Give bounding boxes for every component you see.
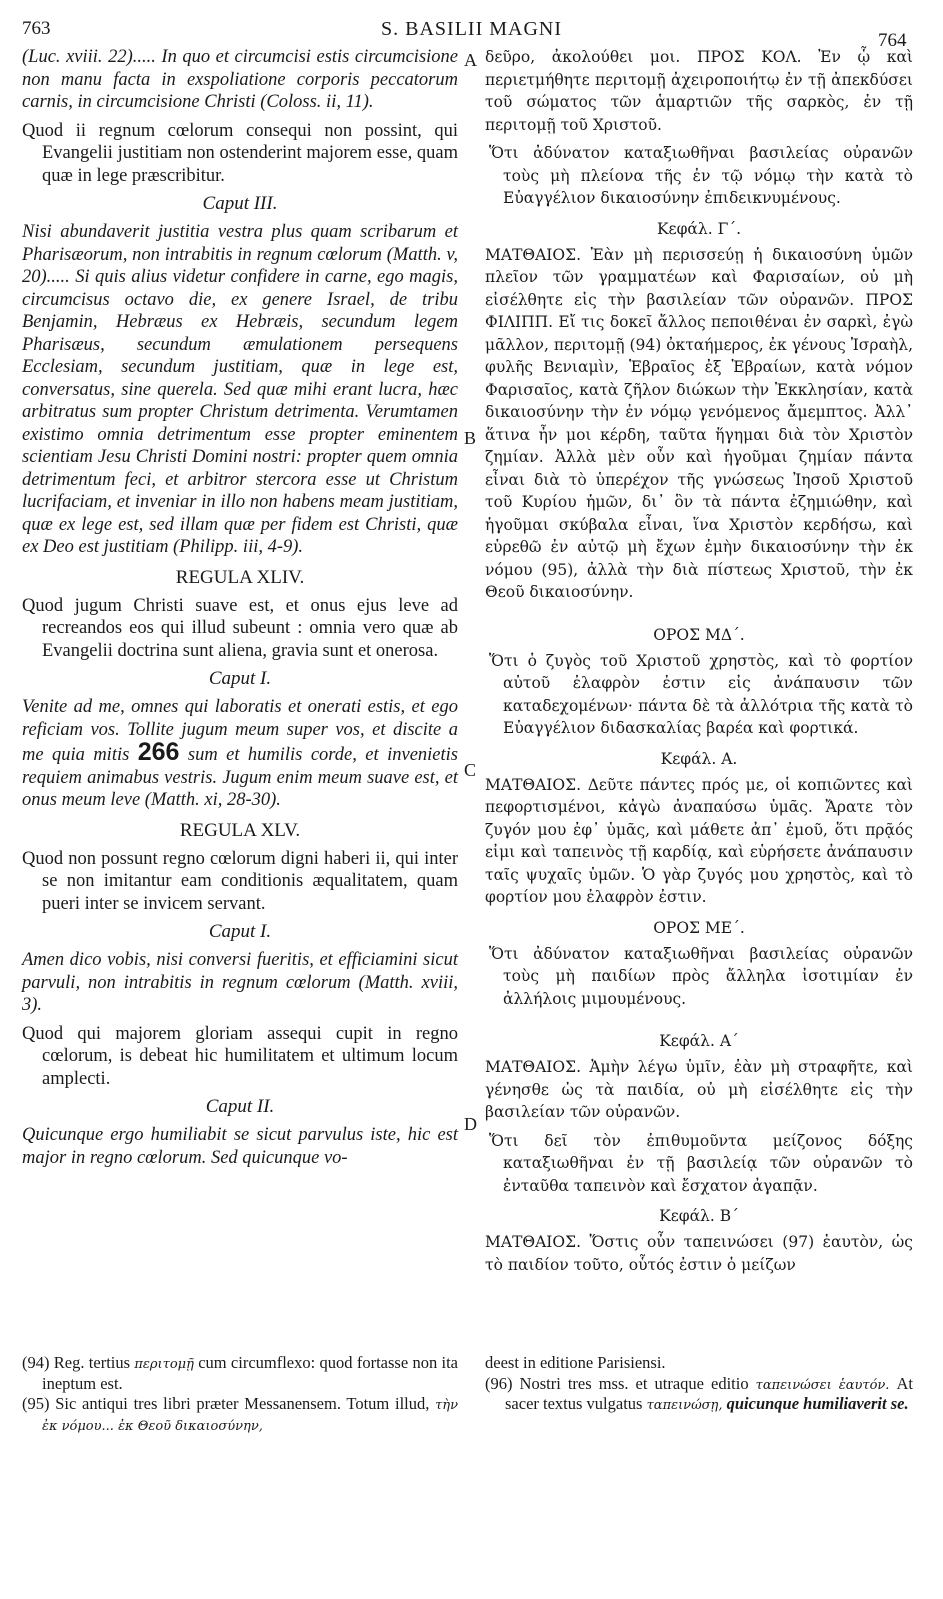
greek-paragraph: ΜΑΤΘΑΙΟΣ. Ὅστις οὖν ταπεινώσει (97) ἑαυτὸν, ὡς τὸ παιδίον τοῦτο, οὗτός ἐστιν ὁ μείζων <box>485 1233 913 1274</box>
greek-paragraph: ΜΑΤΘΑΙΟΣ. Ἐὰν μὴ περισσεύῃ ἡ δικαιοσύνη ὑμῶν πλεῖον τῶν γραμματέων καὶ Φαρισαίων, οὐ μὴ εἰσέλθητε εἰς τὴν βασιλείαν τῶν οὐρανῶν. ΠΡΟΣ ΦΙΛΙΠΠ. Εἴ τις δοκεῖ ἄλλος πεποιθέναι ἐν σαρκὶ, ἐγὼ μᾶλλον, περιτομῇ (94) ὀκταήμερος, ἐκ γένους Ἰσραὴλ, φυλῆς Βενιαμὶν, Ἑβραῖος ἐξ Ἑβραίων, κατὰ νόμον Φαρισαῖος, κατὰ ζῆλον διώκων τὴν Ἐκκλησίαν, κατὰ δικαιοσύνην τὴν ἐν νόμῳ γενόμενος ἄμεμπτος. Ἀλλ᾽ ἅτινα ἦν μοι κέρδη, ταῦτα ἥγημαι διὰ τὸν Χριστὸν ζημίαν. Ἀλλὰ μὲν οὖν καὶ ἡγοῦμαι ζημίαν πάντα εἶναι διὰ τὸ ὑπερέχον τῆς γνώσεως Ἰησοῦ Χριστοῦ τοῦ Κυρίου ἡμῶν, δι᾽ ὃν τὰ πάντα ἐζημιώθην, καὶ ἡγοῦμαι σκύβαλα εἶναι, ἵνα Χριστὸν κερδήσω, καὶ εὑρεθῶ ἐν αὐτῷ μὴ ἔχων ἐμὴν δικαιοσύνην τὴν ἐκ νόμου (95), ἀλλὰ τὴν διὰ πίστεως Χριστοῦ, τὴν ἐκ Θεοῦ δικαιοσύνην. <box>485 245 913 601</box>
running-title: S. BASILII MAGNI <box>381 18 562 40</box>
footnote-greek: ταπεινώσει ἑαυτόν. <box>755 1377 890 1393</box>
oros-heading: ΟΡΟΣ ΜΕ΄. <box>653 918 745 937</box>
greek-paragraph: δεῦρο, ἀκολούθει μοι. ΠΡΟΣ ΚΟΛ. Ἐν ᾧ καὶ περιετμήθητε περιτομῇ ἀχειροποιήτῳ ἐν τῇ ἀπεκδύσει τοῦ σώματος τῶν ἁμαρτιῶν τῆς σαρκὸς, ἐν τῇ περιτομῇ τοῦ Χριστοῦ. <box>485 48 913 134</box>
latin-paragraph: Quicunque ergo humiliabit se sicut parvulus iste, hic est major in regno cœlorum. Sed quicunque vo- <box>22 1125 458 1168</box>
kefal-heading: Κεφάλ. Α΄ <box>659 1032 739 1050</box>
margin-letter-c: C <box>464 760 477 780</box>
footnote-greek: ταπεινώσῃ, <box>646 1398 723 1413</box>
latin-paragraph: Amen dico vobis, nisi conversi fueritis, et efficiamini sicut parvuli, non intrabitis in regnum cœlorum (Matth. xviii, 3). <box>22 950 458 1015</box>
kefal-heading: Κεφάλ. Β΄ <box>659 1207 739 1225</box>
caput-heading: Caput I. <box>208 668 272 689</box>
footnote-text: cum circumflexo: quod fortasse non ita ineptum est. <box>42 1353 459 1393</box>
footnote-96 <box>485 1375 913 1416</box>
latin-rule-summary: Quod non possunt regno cœlorum digni haberi ii, qui inter se non imitantur eam conditionis æqualitatem, quam pueri inter se invicem servant. <box>22 848 458 914</box>
regula-heading: REGULA XLV. <box>179 819 301 841</box>
latin-column <box>22 46 458 1175</box>
latin-paragraph: Nisi abundaverit justitia vestra plus quam scribarum et Pharisæorum, non intrabitis in regnum cœlorum (Matth. v, 20)..... Si quis alius videtur confidere in carne, ego magis, circumcisus octavo die, ex genere Israel, de tribu Benjamin, Hebræus ex Hebræis, secundum legem Pharisæus, secundum æmulationem persequens Ecclesiam, secundum justitiam, quæ in lege est, conversatus, sine querela. Sed quæ mihi erant lucra, hæc arbitratus sum propter Christum detrimenta. Verumtamen existimo omnia detrimentum esse propter eminentem scientiam Jesu Christi Domini nostri: propter quem omnia detrimentum feci, et arbitror stercora esse ut Christum lucrifaciam, et inveniar in illo non habens meam justitiam, quæ ex lege est, sed illam quæ per fidem est Christi, quæ ex Deo est justitiam (Philipp. iii, 4-9). <box>22 222 458 557</box>
latin-text: sum et humilis corde, et invenietis requiem animabus vestris. Jugum enim meum suave est, et onus meum leve (Matth. xi, 28-30). <box>22 745 458 810</box>
latin-rule-summary: Quod ii regnum cœlorum consequi non possint, qui Evangelii justitiam non ostenderint majorem esse, quam quæ in lege præscribitur. <box>22 120 458 186</box>
greek-rule-summary: Ὅτι ἀδύνατον καταξιωθῆναι βασιλείας οὐρανῶν τοὺς μὴ πλείονα τῆς ἐν τῷ νόμῳ τὴν κατὰ τὸ Εὐαγγέλιον δικαιοσύνην ἐπιδεικνυμένους. <box>489 144 913 207</box>
footnote-greek: περιτομῇ <box>134 1357 194 1372</box>
latin-rule-summary: Quod qui majorem gloriam assequi cupit in regno cœlorum, is debeat hic humilitatem et ultimum locum amplecti. <box>22 1023 458 1089</box>
margin-letter-b: B <box>464 428 477 448</box>
footnotes-right <box>485 1354 913 1418</box>
footnotes-left <box>22 1354 458 1438</box>
greek-rule-summary: Ὅτι ὁ ζυγὸς τοῦ Χριστοῦ χρηστὸς, καὶ τὸ φορτίον αὐτοῦ ἐλαφρὸν ἐστιν εἰς ἀνάπαυσιν τῶν καταδεχομένων· πάντα δὲ τὰ ἀλλότρια τῆς κατὰ τὸ Εὐαγγέλιον διδασκαλίας βαρέα καὶ φορτικά. <box>489 651 913 737</box>
page-number-left: 763 <box>22 18 51 39</box>
page-header <box>0 14 943 51</box>
latin-paragraph: (Luc. xviii. 22)..... In quo et circumcisi estis circumcisione non manu facta in exspoliatione corporis peccatorum carnis, in circumcisione Christi (Coloss. ii, 11). <box>22 47 458 112</box>
caput-heading: Caput III. <box>202 193 278 214</box>
original-page-number: 266 <box>137 738 180 766</box>
footnote-95-continued: deest in editione Parisiensi. <box>485 1353 666 1372</box>
footnote-95 <box>22 1395 458 1436</box>
footnote-text: (94) Reg. tertius <box>22 1353 135 1372</box>
page-number-right: 764 <box>878 30 907 51</box>
caput-heading: Caput II. <box>205 1096 275 1117</box>
greek-column <box>485 46 913 1282</box>
footnote-text: (95) Sic antiqui tres libri præter Messanensem. Totum illud, <box>22 1394 436 1413</box>
margin-letter-d: D <box>464 1114 477 1134</box>
kefal-heading: Κεφάλ. Α. <box>660 749 738 768</box>
greek-paragraph: ΜΑΤΘΑΙΟΣ. Ἀμὴν λέγω ὑμῖν, ἐὰν μὴ στραφῆτε, καὶ γένησθε ὡς τὰ παιδία, οὐ μὴ εἰσέλθητε εἰς τὴν βασιλείαν τῶν οὐρανῶν. <box>485 1058 913 1121</box>
margin-letter-a: A <box>464 50 477 70</box>
latin-text: Venite ad me, omnes qui laboratis et onerati estis, et ego reficiam vos. Tollite jugum meum super vos, et discite a me quia mitis <box>22 697 458 765</box>
footnote-text: At sacer textus vulgatus <box>505 1373 913 1413</box>
kefal-heading: Κεφάλ. Γ΄. <box>656 219 742 238</box>
footnote-94 <box>22 1354 458 1393</box>
regula-heading: REGULA XLIV. <box>175 566 305 588</box>
footnote-greek: τὴν ἐκ νόμου... ἐκ Θεοῦ δικαιοσύνην, <box>42 1398 458 1434</box>
footnote-text: (96) Nostri tres mss. et utraque editio <box>485 1373 756 1393</box>
footnote-quote: quicunque humiliaverit se. <box>726 1394 909 1413</box>
oros-heading: ΟΡΟΣ ΜΔ΄. <box>653 625 745 644</box>
greek-paragraph: ΜΑΤΘΑΙΟΣ. Δεῦτε πάντες πρός με, οἱ κοπιῶντες καὶ πεφορτισμένοι, κἀγὼ ἀναπαύσω ὑμᾶς. Ἄρατε τὸν ζυγόν μου ἐφ᾽ ὑμᾶς, καὶ μάθετε ἀπ᾽ ἐμοῦ, ὅτι πρᾷός εἰμι καὶ ταπεινὸς τῇ καρδίᾳ, καὶ εὑρήσετε ἀνάπαυσιν ταῖς ψυχαῖς ὑμῶν. Ὁ γὰρ ζυγός μου χρηστὸς, καὶ τὸ φορτίον μου ἐλαφρὸν ἐστιν. <box>485 775 913 906</box>
latin-rule-summary: Quod jugum Christi suave est, et onus ejus leve ad recreandos eos qui illud subeunt : omnia vero quæ ab Evangelii doctrina sunt aliena, gravia sunt et onerosa. <box>22 595 458 661</box>
caput-heading: Caput I. <box>208 921 272 942</box>
latin-paragraph <box>22 696 458 812</box>
greek-rule-summary: Ὅτι δεῖ τὸν ἐπιθυμοῦντα μείζονος δόξης καταξιωθῆναι ἐν τῇ βασιλείᾳ τῶν οὐρανῶν τὸ ἐνταῦθα ταπεινὸν καὶ ἔσχατον ἀγαπᾷν. <box>489 1131 913 1195</box>
greek-rule-summary: Ὅτι ἀδύνατον καταξιωθῆναι βασιλείας οὐρανῶν τοὺς μὴ παιδίων πρὸς ἄλληλα ἰσοτιμίαν ἐν ἀλλήλοις μιμουμένους. <box>489 944 913 1008</box>
